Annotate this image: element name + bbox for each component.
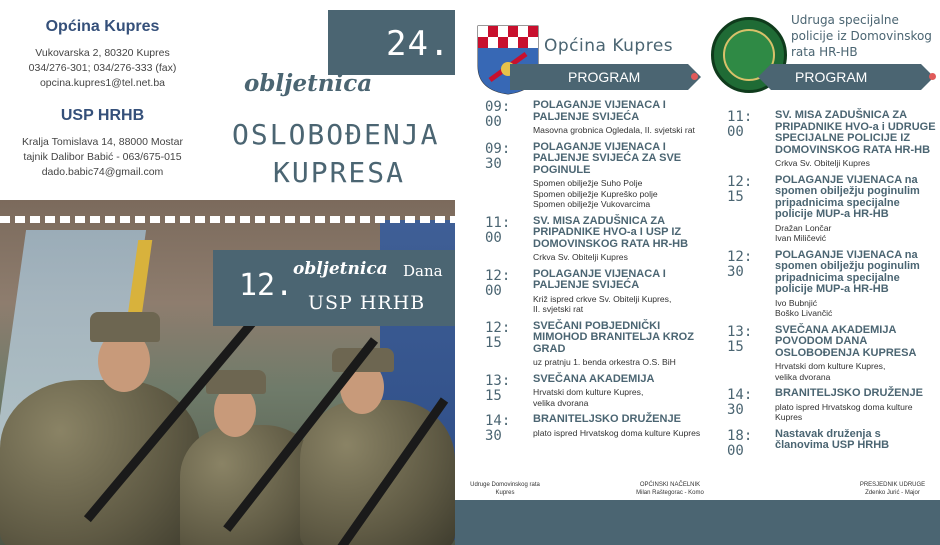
event-time: 09: 30 <box>485 140 511 172</box>
event-time: 14: 30 <box>485 413 511 444</box>
anniversary-line2: KUPRESA <box>273 156 406 189</box>
event-description: uz pratnju 1. benda orkestra O.S. BiH <box>533 357 676 367</box>
event-title: SV. MISA ZADUŠNICA ZA PRIPADNIKE HVO-a I USP IZ DOMOVINSKOG RATA HR-HB <box>533 214 689 250</box>
signature-title: OPĆINSKI NAČELNIK <box>639 482 701 488</box>
signature-title: Udruge Domovinskog rata <box>470 482 540 488</box>
event-description: Hrvatski dom kulture Kupres, velika dvorana <box>533 387 644 408</box>
program-event <box>727 429 937 459</box>
event-body <box>533 414 715 444</box>
event-title: POLAGANJE VIJENACA I PALJENJE SVIJEĆA <box>533 267 666 291</box>
program-bar-arrow <box>758 64 771 90</box>
program-event <box>727 110 937 169</box>
footer-bar <box>455 500 940 545</box>
left-panel <box>0 0 455 545</box>
event-body <box>775 110 937 169</box>
event-description: Crkva Sv. Obitelji Kupres <box>775 158 870 168</box>
event-body <box>533 321 715 368</box>
program-event <box>485 321 715 368</box>
event-title: Nastavak druženja s članovima USP HRHB <box>775 427 890 451</box>
event-time: 13: 15 <box>727 323 753 355</box>
event-body <box>775 325 937 383</box>
event-description: plato ispred Hrvatskog doma kulture Kupres <box>533 427 701 438</box>
program-right-column <box>727 110 937 465</box>
program-event <box>485 216 715 263</box>
event-time: 18: 00 <box>727 427 753 459</box>
signature-nacelnik <box>625 481 715 497</box>
event-description: Križ ispred crkve Sv. Obitelji Kupres, II. svjetski rat <box>533 293 672 314</box>
usp-anniversary-label: obljetnica <box>293 259 388 279</box>
program-event <box>727 250 937 319</box>
program-bar-right <box>771 64 921 90</box>
event-description: Spomen obilježje Suho Polje Spomen obilježje Kupreško polje Spomen obilježje Vukovarcima <box>533 178 658 209</box>
usp-email: dado.babic74@gmail.com <box>41 166 164 178</box>
event-title: SVEČANI POBJEDNIČKI MIMOHOD BRANITELJA KROZ GRAD <box>533 319 694 355</box>
signature-udruge <box>470 481 540 497</box>
usp-name: USP HRHB <box>60 107 145 124</box>
opcina-phone: 034/276-301; 034/276-333 (fax) <box>28 62 177 74</box>
program-event <box>727 175 937 244</box>
event-time: 11: 00 <box>727 109 753 140</box>
opcina-address: Vukovarska 2, 80320 Kupres <box>35 47 170 59</box>
usp-address: Kralja Tomislava 14, 88000 Mostar <box>22 136 183 148</box>
usp-anniversary-number: 12. <box>239 268 294 303</box>
program-event <box>727 388 937 423</box>
event-time: 12: 30 <box>727 248 753 280</box>
usp-anniversary-dana: Dana <box>403 262 443 280</box>
event-body <box>775 250 937 319</box>
event-description: Ivo Bubnjić Boško Livančić <box>775 297 833 318</box>
usp-anniversary-banner <box>213 250 455 326</box>
opcina-contact <box>0 18 205 91</box>
program-event <box>485 374 715 409</box>
usp-secretary: tajnik Dalibor Babić - 063/675-015 <box>23 151 182 163</box>
event-time: 14: 30 <box>727 387 753 418</box>
event-time: 12: 15 <box>485 319 511 351</box>
event-time: 12: 00 <box>485 267 511 299</box>
event-description: Crkva Sv. Obitelji Kupres <box>533 252 628 262</box>
event-body <box>533 100 715 136</box>
event-body <box>775 175 937 244</box>
program-event <box>485 414 715 444</box>
event-time: 09: 00 <box>485 99 511 130</box>
program-event <box>485 100 715 136</box>
event-description: Dražan Lončar Ivan Miličević <box>775 222 832 243</box>
soldier-figure <box>0 380 200 545</box>
event-title: SVEČANA AKADEMIJA <box>533 372 655 385</box>
opcina-name: Općina Kupres <box>45 18 160 35</box>
program-event <box>485 142 715 210</box>
opcina-email: opcina.kupres1@tel.net.ba <box>39 77 166 89</box>
event-body <box>775 429 937 459</box>
soldier-cap <box>90 312 160 342</box>
program-event <box>727 325 937 383</box>
signature-title: PRESJEDNIK UDRUGE <box>859 482 926 488</box>
usp-contact <box>0 107 205 180</box>
usp-org-title: Udruga specijalne policije iz Domovinskog rata HR-HB <box>791 13 932 59</box>
event-description: plato ispred Hrvatskog doma kulture Kupres <box>775 401 913 422</box>
program-left-column <box>485 100 715 450</box>
signature-name: Milan Raštegorac - Komo <box>636 490 704 496</box>
event-time: 11: 00 <box>485 214 511 246</box>
signature-name: Zdenko Jurić - Major <box>865 490 920 496</box>
event-title: SV. MISA ZADUŠNICA ZA PRIPADNIKE HVO-a i UDRUGE SPECIJALNE POLICIJE IZ DOMOVINSKOG RATA HR-HB <box>775 109 936 156</box>
anniversary-number-box <box>328 10 455 75</box>
event-body <box>775 388 937 423</box>
event-title: POLAGANJE VIJENACA I PALJENJE SVIJEĆA <box>533 99 666 123</box>
event-title: POLAGANJE VIJENACA na spomen obilježju poginulim pripadnicima specijalne policije MUP-a HR-HB <box>775 248 920 295</box>
event-title: SVEČANA AKADEMIJA POVODOM DANA OSLOBOĐENJA KUPRESA <box>775 323 917 359</box>
signature-name: Kupres <box>495 490 515 496</box>
program-event <box>485 269 715 315</box>
event-body <box>533 269 715 315</box>
event-title: POLAGANJE VIJENACA na spomen obilježju poginulim pripadnicima specijalne policije MUP-a HR-HB <box>775 173 920 220</box>
signature-presjednik <box>850 481 935 497</box>
anniversary-line1: OSLOBOĐENJA <box>232 118 440 151</box>
event-description: Hrvatski dom kulture Kupres, velika dvorana <box>775 361 886 382</box>
event-body <box>533 374 715 409</box>
event-description: Masovna grobnica Ogledala, II. svjetski rat <box>533 125 695 135</box>
event-title: POLAGANJE VIJENACA I PALJENJE SVIJEĆA ZA SVE POGINULE <box>533 140 682 176</box>
event-title: BRANITELJSKO DRUŽENJE <box>533 413 681 425</box>
anniversary-number: 24. <box>386 24 451 64</box>
red-dot-icon <box>691 73 698 80</box>
opcina-title: Općina Kupres <box>544 36 674 56</box>
event-body <box>533 142 715 210</box>
event-title: BRANITELJSKO DRUŽENJE <box>775 387 923 399</box>
red-dot-icon <box>929 73 936 80</box>
program-label-right: PROGRAM <box>795 69 868 85</box>
event-time: 12: 15 <box>727 173 753 205</box>
usp-anniversary-name: USP HRHB <box>308 292 426 314</box>
right-panel <box>455 0 940 545</box>
program-bar-left <box>510 64 688 90</box>
program-label-left: PROGRAM <box>568 69 641 85</box>
anniversary-label: obljetnica <box>244 70 373 97</box>
event-time: 13: 15 <box>485 372 511 404</box>
dashed-divider <box>0 216 455 223</box>
event-body <box>533 216 715 263</box>
